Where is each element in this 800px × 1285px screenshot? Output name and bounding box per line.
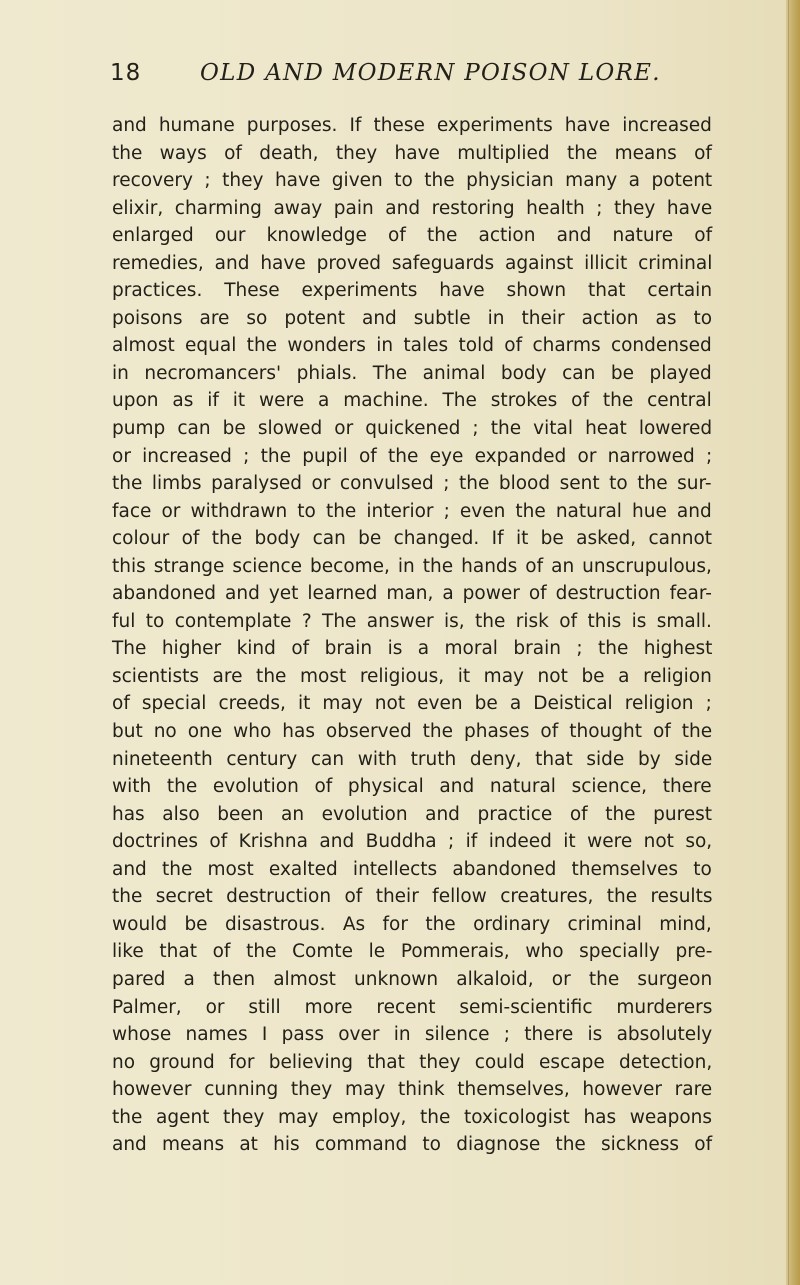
text-line: abandoned and yet learned man, a power of destruction fear- xyxy=(112,583,712,605)
text-line: like that of the Comte le Pommerais, who specially pre- xyxy=(112,941,713,963)
text-line: and humane purposes. If these experiments have increased xyxy=(112,115,712,136)
text-line: face or withdrawn to the interior ; even the natural hue and xyxy=(112,500,712,522)
text-line: would be disastrous. As for the ordinary criminal mind, xyxy=(112,913,712,935)
page-header xyxy=(110,60,730,96)
text-line: whose names I pass over in silence ; there is absolutely xyxy=(112,1024,713,1046)
text-line: this strange science become, in the hands of an unscrupulous, xyxy=(112,555,712,577)
page-number: 18 xyxy=(110,60,142,86)
text-line: colour of the body can be changed. If it be asked, cannot xyxy=(112,528,713,550)
text-line: doctrines of Krishna and Buddha ; if indeed it were not so, xyxy=(112,831,713,853)
text-line: the secret destruction of their fellow creatures, the results xyxy=(112,886,713,908)
text-line: however cunning they may think themselves, however rare xyxy=(112,1079,713,1101)
text-line: or increased ; the pupil of the eye expanded or narrowed ; xyxy=(112,445,713,467)
text-line: elixir, charming away pain and restoring health ; they have xyxy=(112,197,713,219)
text-line: and the most exalted intellects abandoned themselves to xyxy=(112,858,712,880)
text-line: but no one who has observed the phases of thought of the xyxy=(112,721,713,743)
text-line: the ways of death, they have multiplied the means of xyxy=(112,142,712,164)
text-line: almost equal the wonders in tales told of charms condensed xyxy=(112,335,712,357)
text-line: poisons are so potent and subtle in their action as to xyxy=(112,307,713,329)
text-line: pump can be slowed or quickened ; the vital heat lowered xyxy=(112,418,713,440)
text-line: of special creeds, it may not even be a Deistical religion ; xyxy=(112,693,712,715)
text-line: upon as if it were a machine. The strokes of the central xyxy=(112,390,712,412)
text-line: in necromancers' phials. The animal body can be played xyxy=(112,362,712,384)
text-line: with the evolution of physical and natural science, there xyxy=(112,776,712,798)
text-line: the limbs paralysed or convulsed ; the blood sent to the sur- xyxy=(112,473,712,495)
text-line: remedies, and have proved safeguards against illicit criminal xyxy=(112,252,713,274)
text-line: ful to contemplate ? The answer is, the risk of this is small. xyxy=(112,610,712,632)
text-line: Palmer, or still more recent semi-scientific murderers xyxy=(112,996,713,1018)
text-line: practices. These experiments have shown that certain xyxy=(112,280,713,302)
text-line: no ground for believing that they could escape detection, xyxy=(112,1051,713,1073)
text-line: has also been an evolution and practice of the purest xyxy=(112,803,713,825)
text-line: and means at his command to diagnose the sickness of xyxy=(112,1134,713,1156)
text-line: The higher kind of brain is a moral brain ; the highest xyxy=(112,638,713,660)
text-line: pared a then almost unknown alkaloid, or the surgeon xyxy=(112,968,713,990)
page-edge xyxy=(786,0,800,1285)
text-line: scientists are the most religious, it may not be a religion xyxy=(112,665,712,687)
text-line: the agent they may employ, the toxicologist has weapons xyxy=(112,1106,713,1128)
body-text xyxy=(112,112,712,1159)
text-line: recovery ; they have given to the physician many a potent xyxy=(112,170,713,192)
text-line: enlarged our knowledge of the action and nature of xyxy=(112,225,713,247)
running-head: OLD AND MODERN POISON LORE. xyxy=(200,60,661,86)
text-line: nineteenth century can with truth deny, that side by side xyxy=(112,748,713,770)
